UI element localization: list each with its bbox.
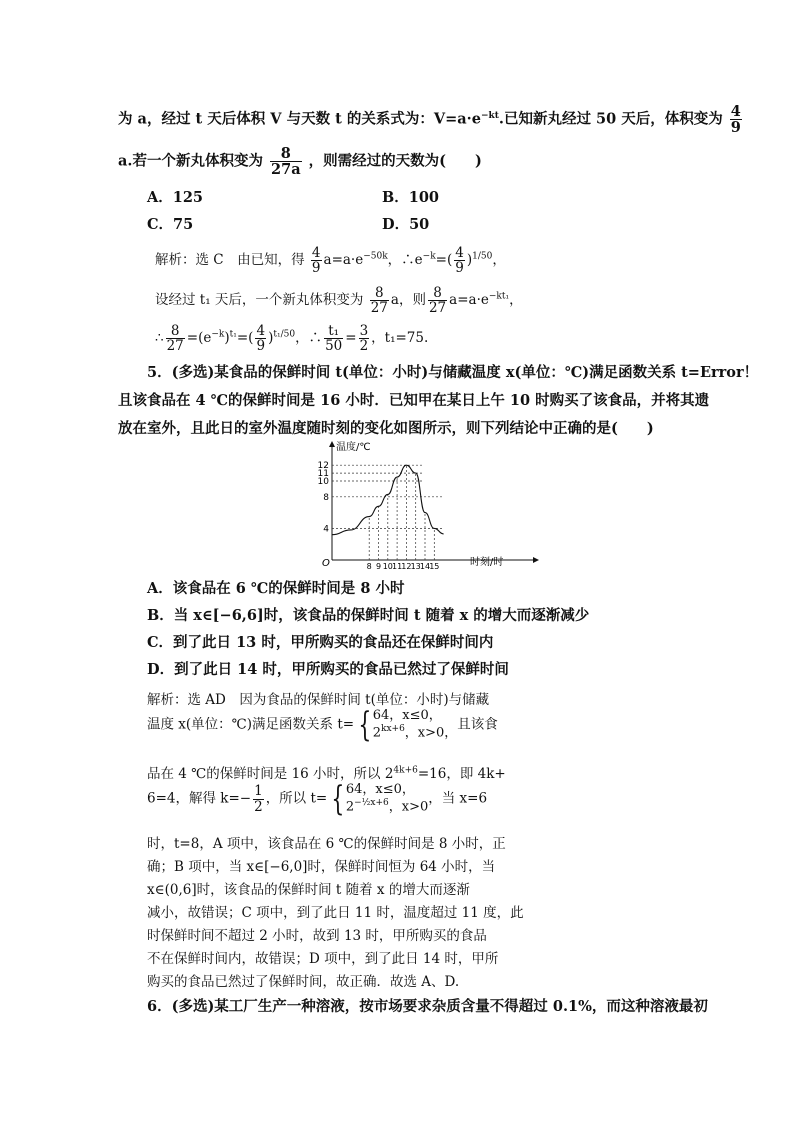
q4-option-d: D．50 (382, 216, 430, 233)
q5-option-d: D．到了此日 14 时，甲所购买的食品已然过了保鲜时间 (147, 661, 509, 678)
q5-solution-line11: 购买的食品已然过了保鲜时间，故正确．故选 A、D. (147, 974, 460, 990)
x-tick-label-11: 11 (392, 562, 403, 570)
q4-solution-line3: ∴ $\frac{8}{27}$ $=(e^{-k})^{t_1}=$( $\frac{4}{9}$ )$^{t_1/50}$，∴ $\frac{\text{t₁}}{50}$ = $\frac{3}{2}$ ，t₁=75. (155, 323, 429, 355)
q5-solution-line10: 不在保鲜时间内，故错误；D 项中，到了此日 14 时，甲所 (147, 951, 499, 967)
q5-solution-line6: 确；B 项中，当 x∈[−6,0]时，保鲜时间恒为 64 小时，当 (147, 859, 496, 875)
q5-option-b: B．当 x∈[−6,6]时，该食品的保鲜时间 t 随着 x 的增大而逐渐减少 (147, 607, 590, 624)
x-tick-label-14: 14 (419, 562, 431, 570)
fraction-8-27: $\frac{8}{27a}$ (271, 145, 301, 179)
q4-option-c: C．75 (147, 216, 194, 233)
x-tick-label-13: 13 (410, 562, 421, 570)
q6-stem-line1: 6．(多选)某工厂生产一种溶液，按市场要求杂质含量不得超过 0.1%，而这种溶液最初 (147, 998, 708, 1015)
q4-option-a: A．125 (147, 189, 204, 206)
q5-option-c: C．到了此日 13 时，甲所购买的食品还在保鲜时间内 (147, 634, 494, 651)
q5-solution-line1: 解析：选 AD 因为食品的保鲜时间 t(单位：小时)与储藏 (147, 692, 490, 708)
q5-solution-line7: x∈(0,6]时，该食品的保鲜时间 t 随着 x 的增大而逐渐 (147, 882, 470, 898)
y-tick-label-8: 8 (323, 492, 329, 503)
x-tick-label-15: 15 (429, 562, 440, 570)
y-axis-label: 温度/℃ (336, 442, 371, 453)
q4-stem-line2: a.若一个新丸体积变为 $\frac{8}{27a}$ ，则需经过的天数为( ) (118, 145, 482, 179)
q5-solution-line2: 温度 x(单位：℃)满足函数关系 t= {64，x≤0， $2^{kx+6}$，x>0，且该食 (147, 705, 498, 745)
x-tick-label-9: 9 (375, 562, 382, 570)
q5-option-a: A．该食品在 6 ℃的保鲜时间是 8 小时 (147, 580, 405, 597)
q5-solution-line3: 品在 4 ℃的保鲜时间是 16 小时，所以 $2^{4k+6}=16$，即 4k+ (147, 765, 506, 782)
q5-stem-line2: 且该食品在 4 ℃的保鲜时间是 16 小时．已知甲在某日上午 10 时购买了该食品，并将其遗 (118, 392, 710, 409)
origin-label: O (322, 558, 330, 569)
q5-stem-line3: 放在室外，且此日的室外温度随时刻的变化如图所示，则下列结论中正确的是( ) (118, 420, 654, 437)
y-tick-label-4: 4 (323, 524, 329, 535)
y-tick-label-12: 12 (317, 461, 329, 472)
x-axis-label: 时刻/时 (470, 557, 504, 568)
x-tick-label-10: 10 (382, 562, 393, 570)
q5-solution-line9: 时保鲜时间不超过 2 小时，故到 13 时，甲所购买的食品 (147, 928, 487, 944)
q4-option-b: B．100 (382, 189, 440, 206)
q5-solution-line4: 6=4，解得 k=− $\frac{1}{2}$ ，所以 t= {64，x≤0， $2^{-\frac{1}{2}x+6}$，x>0，当 x=6 (147, 779, 488, 819)
q5-stem-line1: 5．(多选)某食品的保鲜时间 t(单位：小时)与储藏温度 x(单位：℃)满足函数关系 t=Error！ (147, 364, 759, 381)
temperature-chart (312, 438, 542, 570)
q5-solution-line8: 减小，故错误；C 项中，到了此日 11 时，温度超过 11 度，此 (147, 905, 524, 921)
y-tick-label-10: 10 (317, 477, 329, 487)
q5-solution-line5: 时，t=8，A 项中，该食品在 6 ℃的保鲜时间是 8 小时，正 (147, 836, 506, 852)
x-tick-label-12: 12 (401, 562, 412, 570)
q4-solution-line1: 解析：选 C 由已知，得 $\frac{4}{9}$ $a=a\cdot e^{-50k}$，$\therefore e^{-k}=$( $\frac{4}{9}$ )$^{1/50}$， (155, 245, 506, 277)
y-tick-label-11: 11 (317, 469, 329, 480)
q4-solution-line2: 设经过 t₁ 天后，一个新丸体积变为 $\frac{8}{27}$ a，则 $\frac{8}{27}$ $a=a\cdot e^{-kt_1}$， (155, 285, 523, 317)
q4-stem-line1: 为 a，经过 t 天后体积 V 与天数 t 的关系式为：$V=a\cdot e^{-kt}$.已知新丸经过 50 天后，体积变为 $\frac{4}{9}$ (118, 103, 741, 137)
x-tick-label-8: 8 (366, 562, 372, 570)
fraction-4-9: $\frac{4}{9}$ (730, 103, 741, 137)
